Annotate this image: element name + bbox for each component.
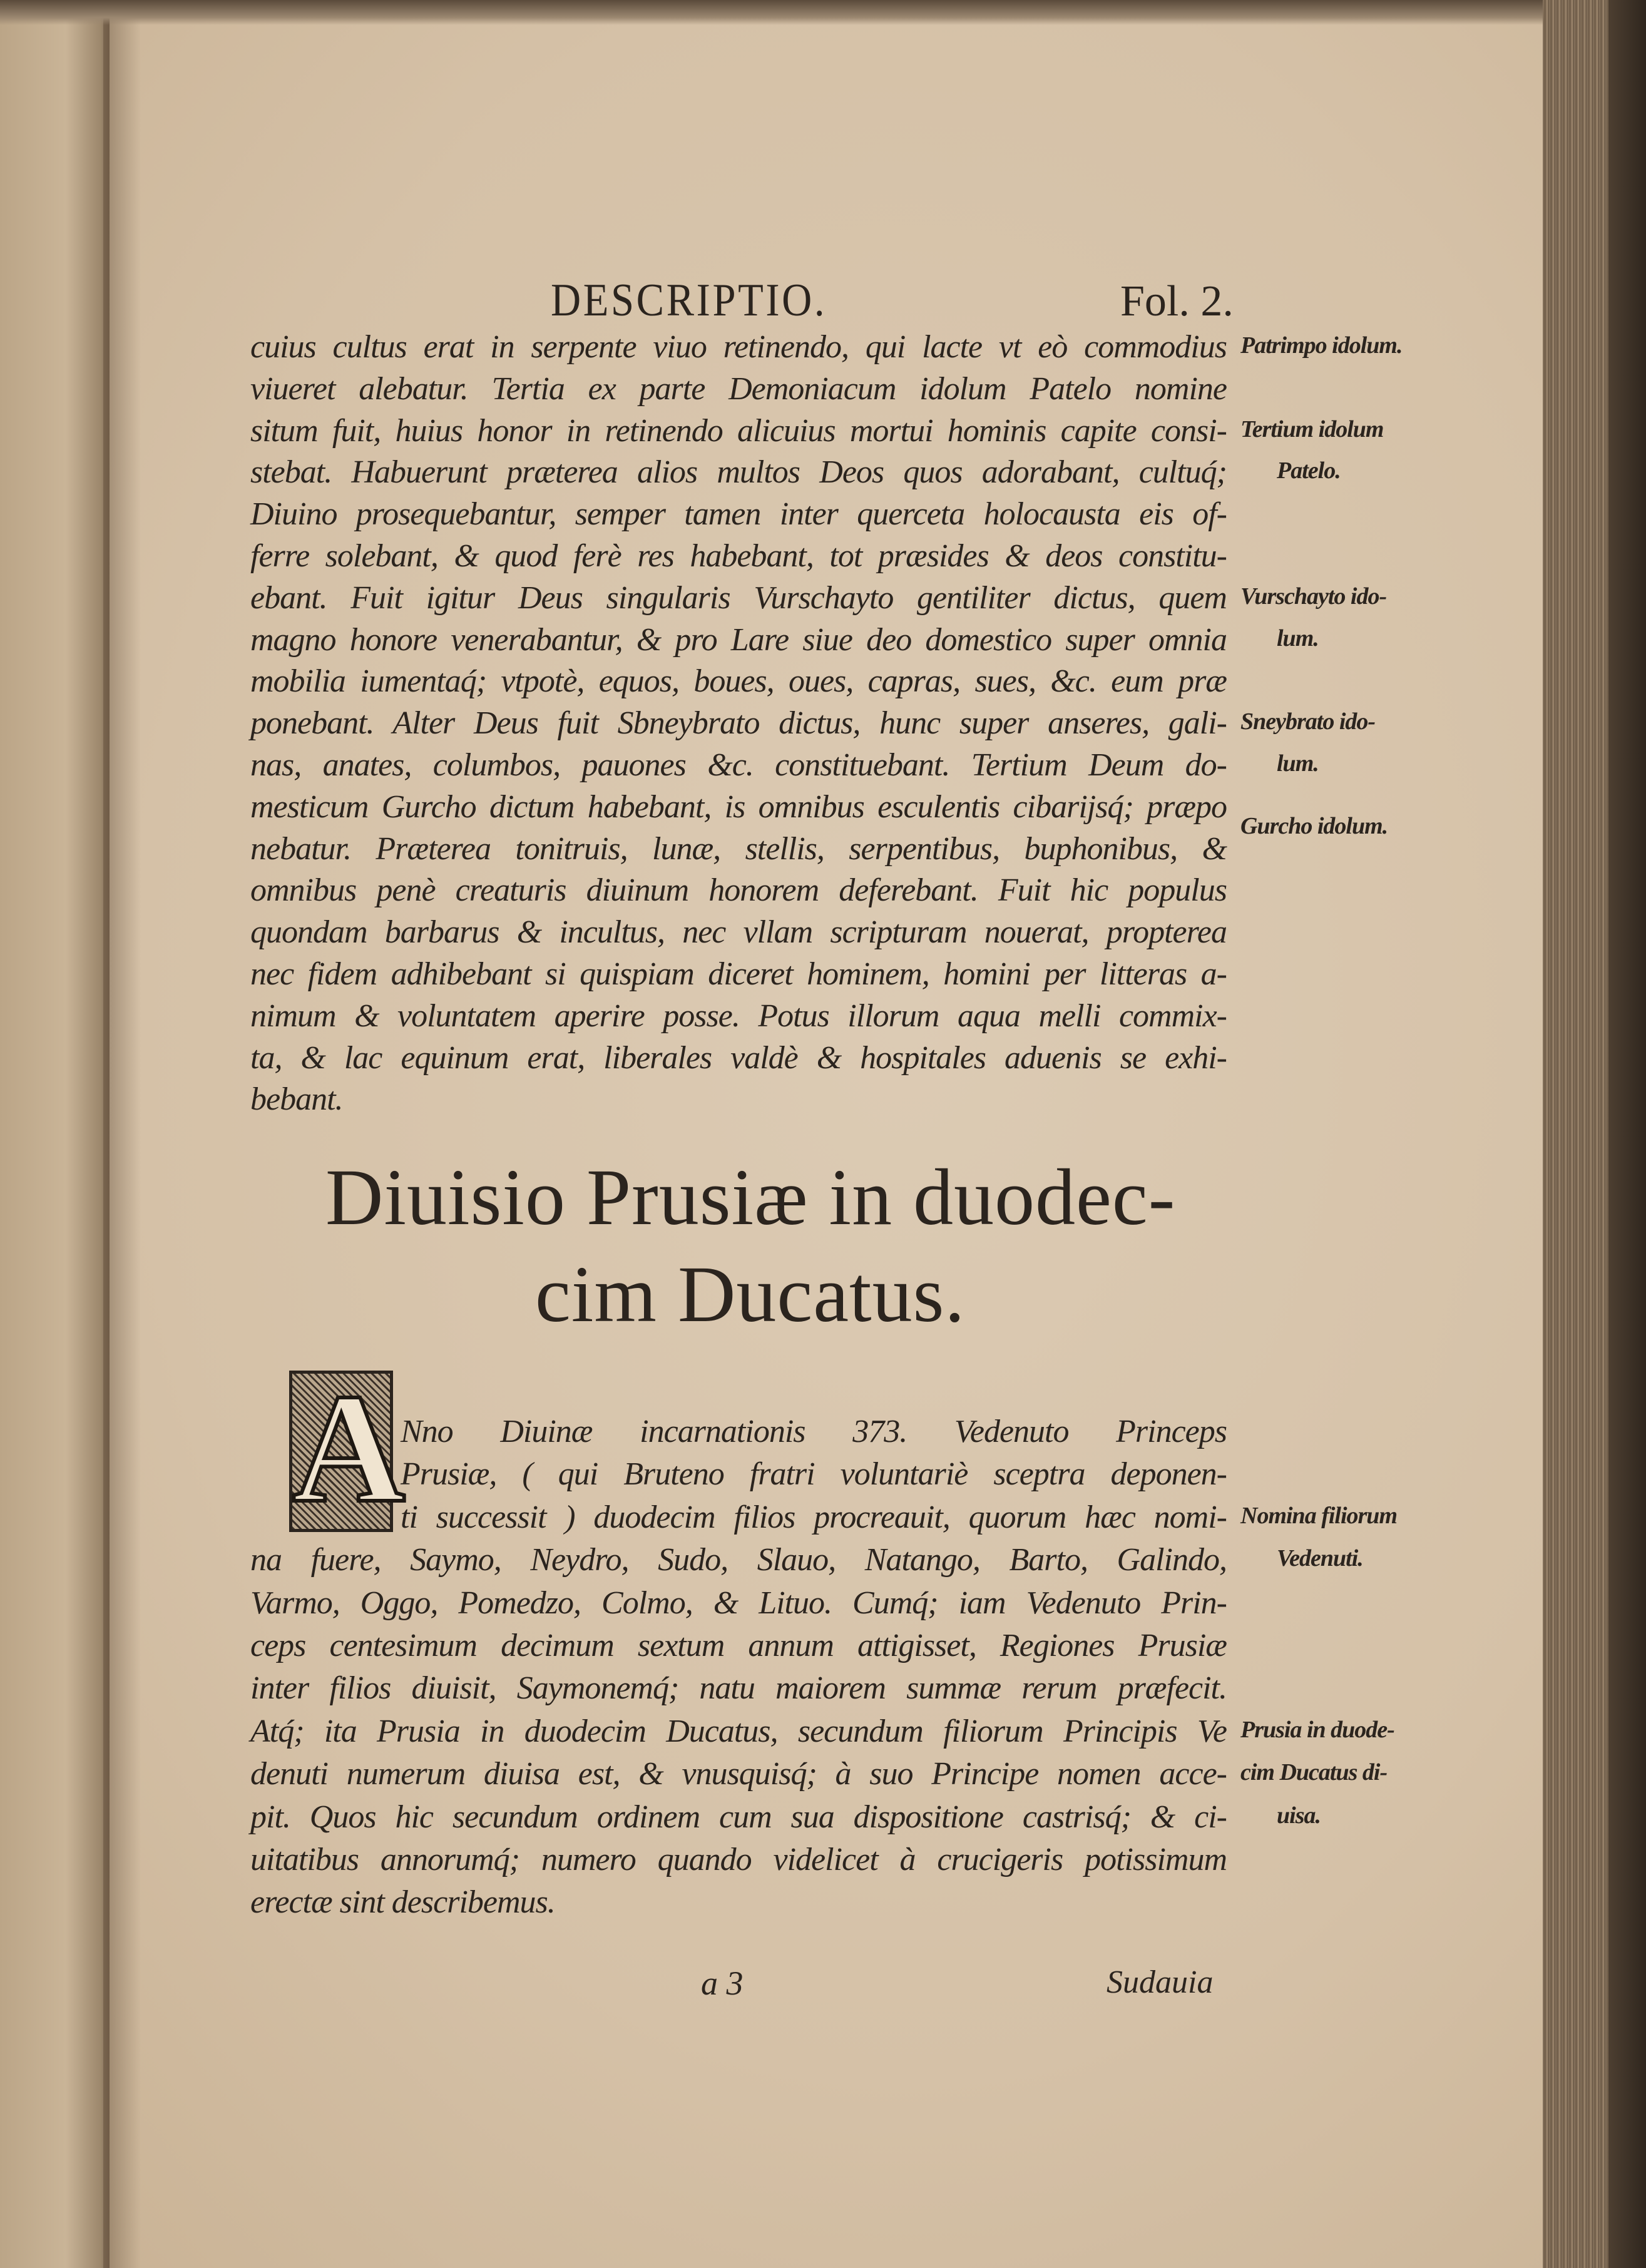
margin-note: Gurcho idolum.: [1240, 813, 1388, 840]
text-line: ceps centesimum decimum sextum annum attigisset, Regiones Prusiæ: [250, 1628, 1227, 1663]
text-line: mesticum Gurcho dictum habebant, is omnibus esculentis cibarijsq́; præpo: [250, 789, 1227, 825]
text-line: ti successit ) duodecim filios procreauit, quorum hæc nomi-: [401, 1499, 1227, 1535]
text-line: na fuere, Saymo, Neydro, Sudo, Slauo, Natango, Barto, Galindo,: [250, 1542, 1227, 1578]
margin-note: Nomina filiorum: [1240, 1502, 1397, 1529]
text-line: ponebant. Alter Deus fuit Sbneybrato dictus, hunc super anseres, gali-: [250, 705, 1227, 742]
text-line: erectæ sint describemus.: [250, 1884, 555, 1921]
text-line: nec fidem adhibebant si quispiam diceret hominem, homini per litteras a-: [250, 956, 1227, 992]
gutter-shadow: [103, 0, 141, 2268]
margin-note: Prusia in duode-: [1240, 1716, 1394, 1743]
text-line: Diuino prosequebantur, semper tamen inter querceta holocausta eis of-: [250, 496, 1227, 533]
margin-note: Patrimpo idolum.: [1240, 332, 1403, 359]
facing-page-edge: [0, 0, 110, 2268]
text-line: stebat. Habuerunt præterea alios multos Deos quos adorabant, cultuq́;: [250, 454, 1227, 491]
margin-note: Tertium idolum: [1240, 416, 1384, 442]
text-line: uitatibus annorumq́; numero quando videlicet à crucigeris potissimum: [250, 1842, 1227, 1877]
text-line: viueret alebatur. Tertia ex parte Demoniacum idolum Patelo nomine: [250, 370, 1227, 407]
text-line: ferre solebant, & quod ferè res habebant, tot præsides & deos constitu-: [250, 538, 1227, 574]
catchword: Sudauia: [1107, 1964, 1214, 2000]
margin-note: Patelo.: [1277, 457, 1341, 484]
text-line: ebant. Fuit igitur Deus singularis Vurschayto gentiliter dictus, quem: [250, 580, 1227, 616]
running-title: DESCRIPTIO.: [551, 275, 827, 326]
text-line: Atq́; ita Prusia in duodecim Ducatus, secundum filiorum Principis Ve: [250, 1713, 1227, 1749]
text-line: bebant.: [250, 1081, 343, 1118]
heading-line-1: Diuisio Prusiæ in duodec-: [325, 1153, 1176, 1242]
text-line: Prusiæ, ( qui Bruteno fratri voluntariè sceptra deponen-: [401, 1456, 1227, 1493]
text-line: mobilia iumentaq́; vtpotè, equos, boues, oues, capras, sues, &c. eum præ: [250, 663, 1227, 700]
text-line: Nno Diuinæ incarnationis 373. Vedenuto Princeps: [401, 1414, 1227, 1449]
top-shadow: [0, 0, 1646, 25]
text-line: magno honore venerabantur, & pro Lare siue deo domestico super omnia: [250, 621, 1227, 658]
folio-number: Fol. 2.: [1120, 277, 1234, 325]
margin-note: Sneybrato ido-: [1240, 708, 1376, 735]
margin-note: Vurschayto ido-: [1240, 583, 1387, 610]
text-line: ta, & lac equinum erat, liberales valdè & hospitales aduenis se exhi-: [250, 1040, 1227, 1076]
margin-note: lum.: [1277, 750, 1319, 777]
text-line: pit. Quos hic secundum ordinem cum sua dispositione castrisq́; & ci-: [250, 1799, 1227, 1835]
margin-note: Vedenuti.: [1277, 1545, 1363, 1572]
heading-line-2: cim Ducatus.: [535, 1250, 966, 1339]
text-line: nas, anates, columbos, pauones &c. constituebant. Tertium Deum do-: [250, 747, 1227, 783]
page-stack-edge: [1543, 0, 1646, 2268]
text-line: Varmo, Oggo, Pomedzo, Colmo, & Lituo. Cumq́; iam Vedenuto Prin-: [250, 1585, 1227, 1621]
text-line: nimum & voluntatem aperire posse. Potus illorum aqua melli commix-: [250, 998, 1227, 1034]
text-line: omnibus penè creaturis diuinum honorem deferebant. Fuit hic populus: [250, 872, 1227, 909]
margin-note: lum.: [1277, 625, 1319, 651]
text-line: quondam barbarus & incultus, nec vllam scripturam nouerat, propterea: [250, 914, 1227, 951]
text-line: inter filios diuisit, Saymonemq́; natu maiorem summæ rerum præfecit.: [250, 1670, 1227, 1707]
text-line: cuius cultus erat in serpente viuo retinendo, qui lacte vt eò commodius: [250, 329, 1227, 365]
margin-note: cim Ducatus di-: [1240, 1759, 1388, 1786]
margin-note: uisa.: [1277, 1802, 1321, 1829]
signature-mark: a 3: [701, 1964, 744, 2002]
text-line: denuti numerum diuisa est, & vnusquisq́; à suo Principe nomen acce-: [250, 1756, 1227, 1792]
text-line: nebatur. Præterea tonitruis, lunæ, stellis, serpentibus, buphonibus, &: [250, 830, 1227, 867]
drop-cap: A: [289, 1371, 393, 1532]
text-line: situm fuit, huius honor in retinendo alicuius mortui hominis capite consi-: [250, 412, 1227, 449]
